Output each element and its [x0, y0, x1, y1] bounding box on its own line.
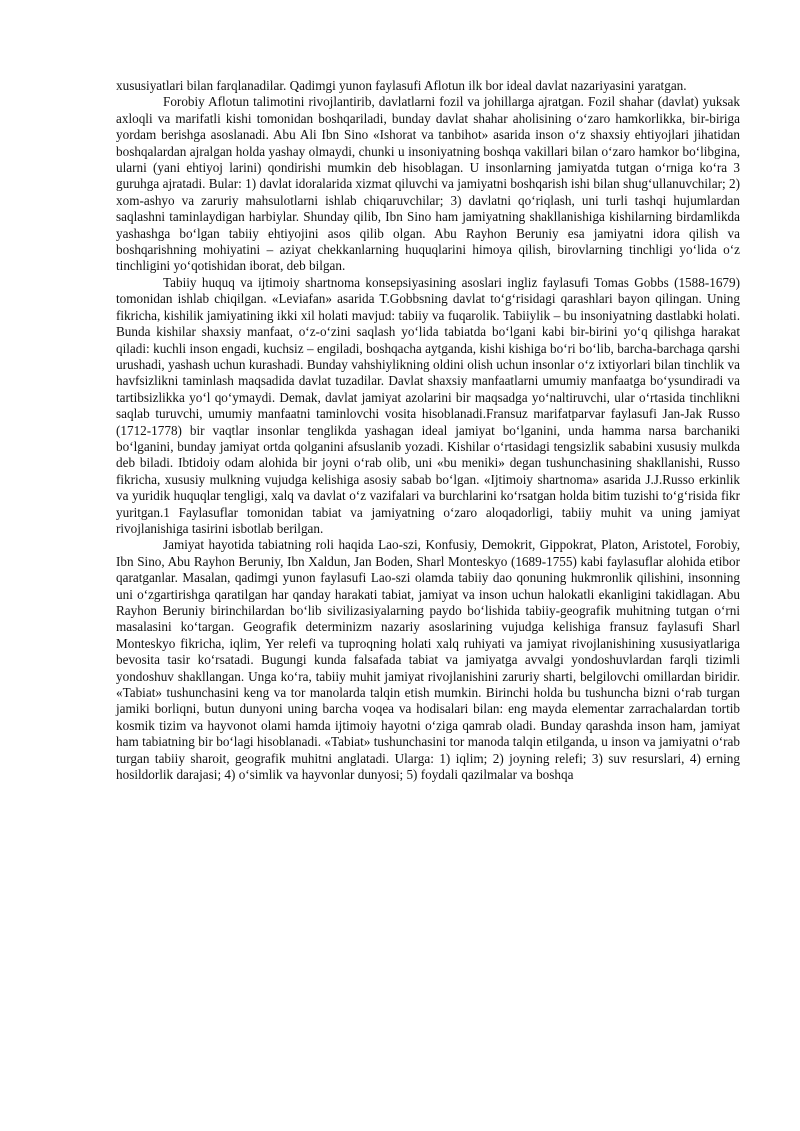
paragraph-forobiy: Forobiy Aflotun talimotini rivojlantirib, davlatlarni fozil va johillarga ajratgan. Fozil shahar (davlat) yuksak axloqli va marifatli kishi tomonidan boshqariladi, bunday davlat shahar aholisining o‘zaro hamkorlikka, bir-biriga yordam berishga asoslanadi. Abu Ali Ibn Sino «Ishorat va tanbihot» asarida inson o‘z shaxsiy ehtiyojlari jihatidan boshqalardan ajralgan holda yashay olmaydi, chunki u insoniyatning boshqa vakillari bilan o‘zaro hamkor bo‘libgina, ularni (yani ehtiyoj larini) qondirishi mumkin deb hisoblagan. U insonlarning jamiyatda tutgan o‘rniga ko‘ra 3 guruhga ajratadi. Bular: 1) davlat idoralarida xizmat qiluvchi va jamiyatni boshqarish ishi bilan shug‘ullanuvchilar; 2) xom-ashyo va zaruriy mahsulotlarni ishlab chiqaruvchilar; 3) davlatni qo‘riqlash, uni turli tashqi hujumlardan saqlashni taminlaydigan harbiylar. Shunday qilib, Ibn Sino ham jamiyatning shakllanishiga kishilarning birdamlikda yashashga bo‘lgan tabiiy ehtiyojini asos qilib olgan. Abu Rayhon Beruniy esa jamiyatni idora qilish va boshqarishning mohiyatini – aziyat chekkanlarning huquqlarini himoya qilish, birovlarning tinchligi yo‘lida o‘z tinchligini yo‘qotishidan iborat, deb bilgan. [116, 94, 740, 274]
paragraph-natural-law: Tabiiy huquq va ijtimoiy shartnoma konsepsiyasining asoslari ingliz faylasufi Tomas Gobbs (1588-1679) tomonidan ishlab chiqilgan. «Leviafan» asarida T.Gobbsning davlat to‘g‘risidagi qarashlari bayon qilingan. Uning fikricha, kishilik jamiyatining ikki xil holati mavjud: tabiiy va fuqarolik. Tabiiylik – bu insoniyatning dastlabki holati. Bunda kishilar shaxsiy manfaat, o‘z-o‘zini saqlash yo‘lida tabiatda bo‘lgani kabi bir-birini yo‘q qilishga harakat qiladi: kuchli inson engadi, kuchsiz – engiladi, boshqacha aytganda, kishi kishiga bo‘ri bo‘lib, barcha-barchaga qarshi urushadi, yashash uchun kurashadi. Bunday vahshiylikning oldini olish uchun insonlar o‘z ixtiyorlari bilan tinchlik va havfsizlikni taminlash maqsadida davlat tuzadilar. Davlat shaxsiy manfaatlarni umumiy manfaatga bo‘ysundiradi va tartibsizlikka yo‘l qo‘ymaydi. Demak, davlat jamiyat azolarini bir maqsadga yo‘naltiruvchi, ular o‘rtasida tinchlikni saqlab turuvchi, umumiy manfaatni taminlovchi vosita hisoblanadi.Fransuz marifatparvar faylasufi Jan-Jak Russo (1712-1778) bir vaqtlar insonlar tenglikda yashagan ideal jamiyat bo‘lganini, unda hamma narsa barchaniki bo‘lganini, bunday jamiyat ortda qolganini afsuslanib yozadi. Kishilar o‘rtasidagi tengsizlik sababini xususiy mulkda deb biladi. Ibtidoiy odam alohida bir joyni o‘rab olib, uni «bu meniki» degan tushunchasining shakllanishi, Russo fikricha, xususiy mulkning vujudga kelishiga asosiy sabab bo‘lgan. «Ijtimoiy shartnoma» asarida J.J.Russo erkinlik va yuridik huquqlar tengligi, xalq va davlat o‘z vazifalari va burchlarini ko‘rsatgan holda bitim tuzishi to‘g‘risida fikr yuritgan.1 Faylasuflar tomonidan tabiat va jamiyatning o‘zaro aloqadorligi, tabiiy muhit va uning jamiyat rivojlanishiga tasirini isbotlab berilgan. [116, 274, 740, 536]
document-page [116, 78, 740, 783]
paragraph-nature-role: Jamiyat hayotida tabiatning roli haqida Lao-szi, Konfusiy, Demokrit, Gippokrat, Platon, Aristotel, Forobiy, Ibn Sino, Abu Rayhon Beruniy, Ibn Xaldun, Jan Boden, Sharl Monteskyo (1689-1755) kabi faylasuflar alohida etibor qaratganlar. Masalan, qadimgi yunon faylasufi Lao-szi olamda tabiiy dao qonuning hukmronlik qilishini, insonning uni o‘zgartirishga qaratilgan har qanday harakati tabiat, jamiyat va inson uchun halokatli ekanligini takidlagan. Abu Rayhon Beruniy birinchilardan bo‘lib sivilizasiyalarning paydo bo‘lishida tabiiy-geografik muhitning tutgan o‘rni masalasini ko‘targan. Geografik determinizm nazariy asoslarining vujudga kelishiga fransuz faylasufi Sharl Monteskyo fikricha, iqlim, Yer relefi va tuproqning holati xalq ruhiyati va jamiyat rivojlanishining xususiyatlariga bevosita tasir ko‘rsatadi. Bugungi kunda falsafada tabiat va jamiyatga avvalgi yondoshuvlardan farqli tizimli yondoshuv shakllangan. Unga ko‘ra, tabiiy muhit jamiyat rivojlanishini zaruriy sharti, belgilovchi omillardan biridir. «Tabiat» tushunchasini keng va tor manolarda talqin etish mumkin. Birinchi holda bu tushuncha bizni o‘rab turgan jamiki borliqni, butun dunyoni uning barcha voqea va hodisalari bilan: eng mayda elementar zarrachalardan tortib kosmik tizim va hayvonot olami hamda ijtimoiy hayotni o‘ziga qamrab oladi. Bunday qarashda inson ham, jamiyat ham tabiatning bir bo‘lagi hisoblanadi. «Tabiat» tushunchasini tor manoda talqin etilganda, u inson va jamiyatni o‘rab turgan tabiiy sharoit, geografik muhitni anglatadi. Ularga: 1) iqlim; 2) joyning relefi; 3) suv resurslari, 4) erning hosildorlik darajasi; 4) o‘simlik va hayvonlar dunyosi; 5) foydali qazilmalar va boshqa [116, 537, 740, 783]
paragraph-continuation: xususiyatlari bilan farqlanadilar. Qadimgi yunon faylasufi Aflotun ilk bor ideal davlat nazariyasini yaratgan. [116, 78, 687, 93]
